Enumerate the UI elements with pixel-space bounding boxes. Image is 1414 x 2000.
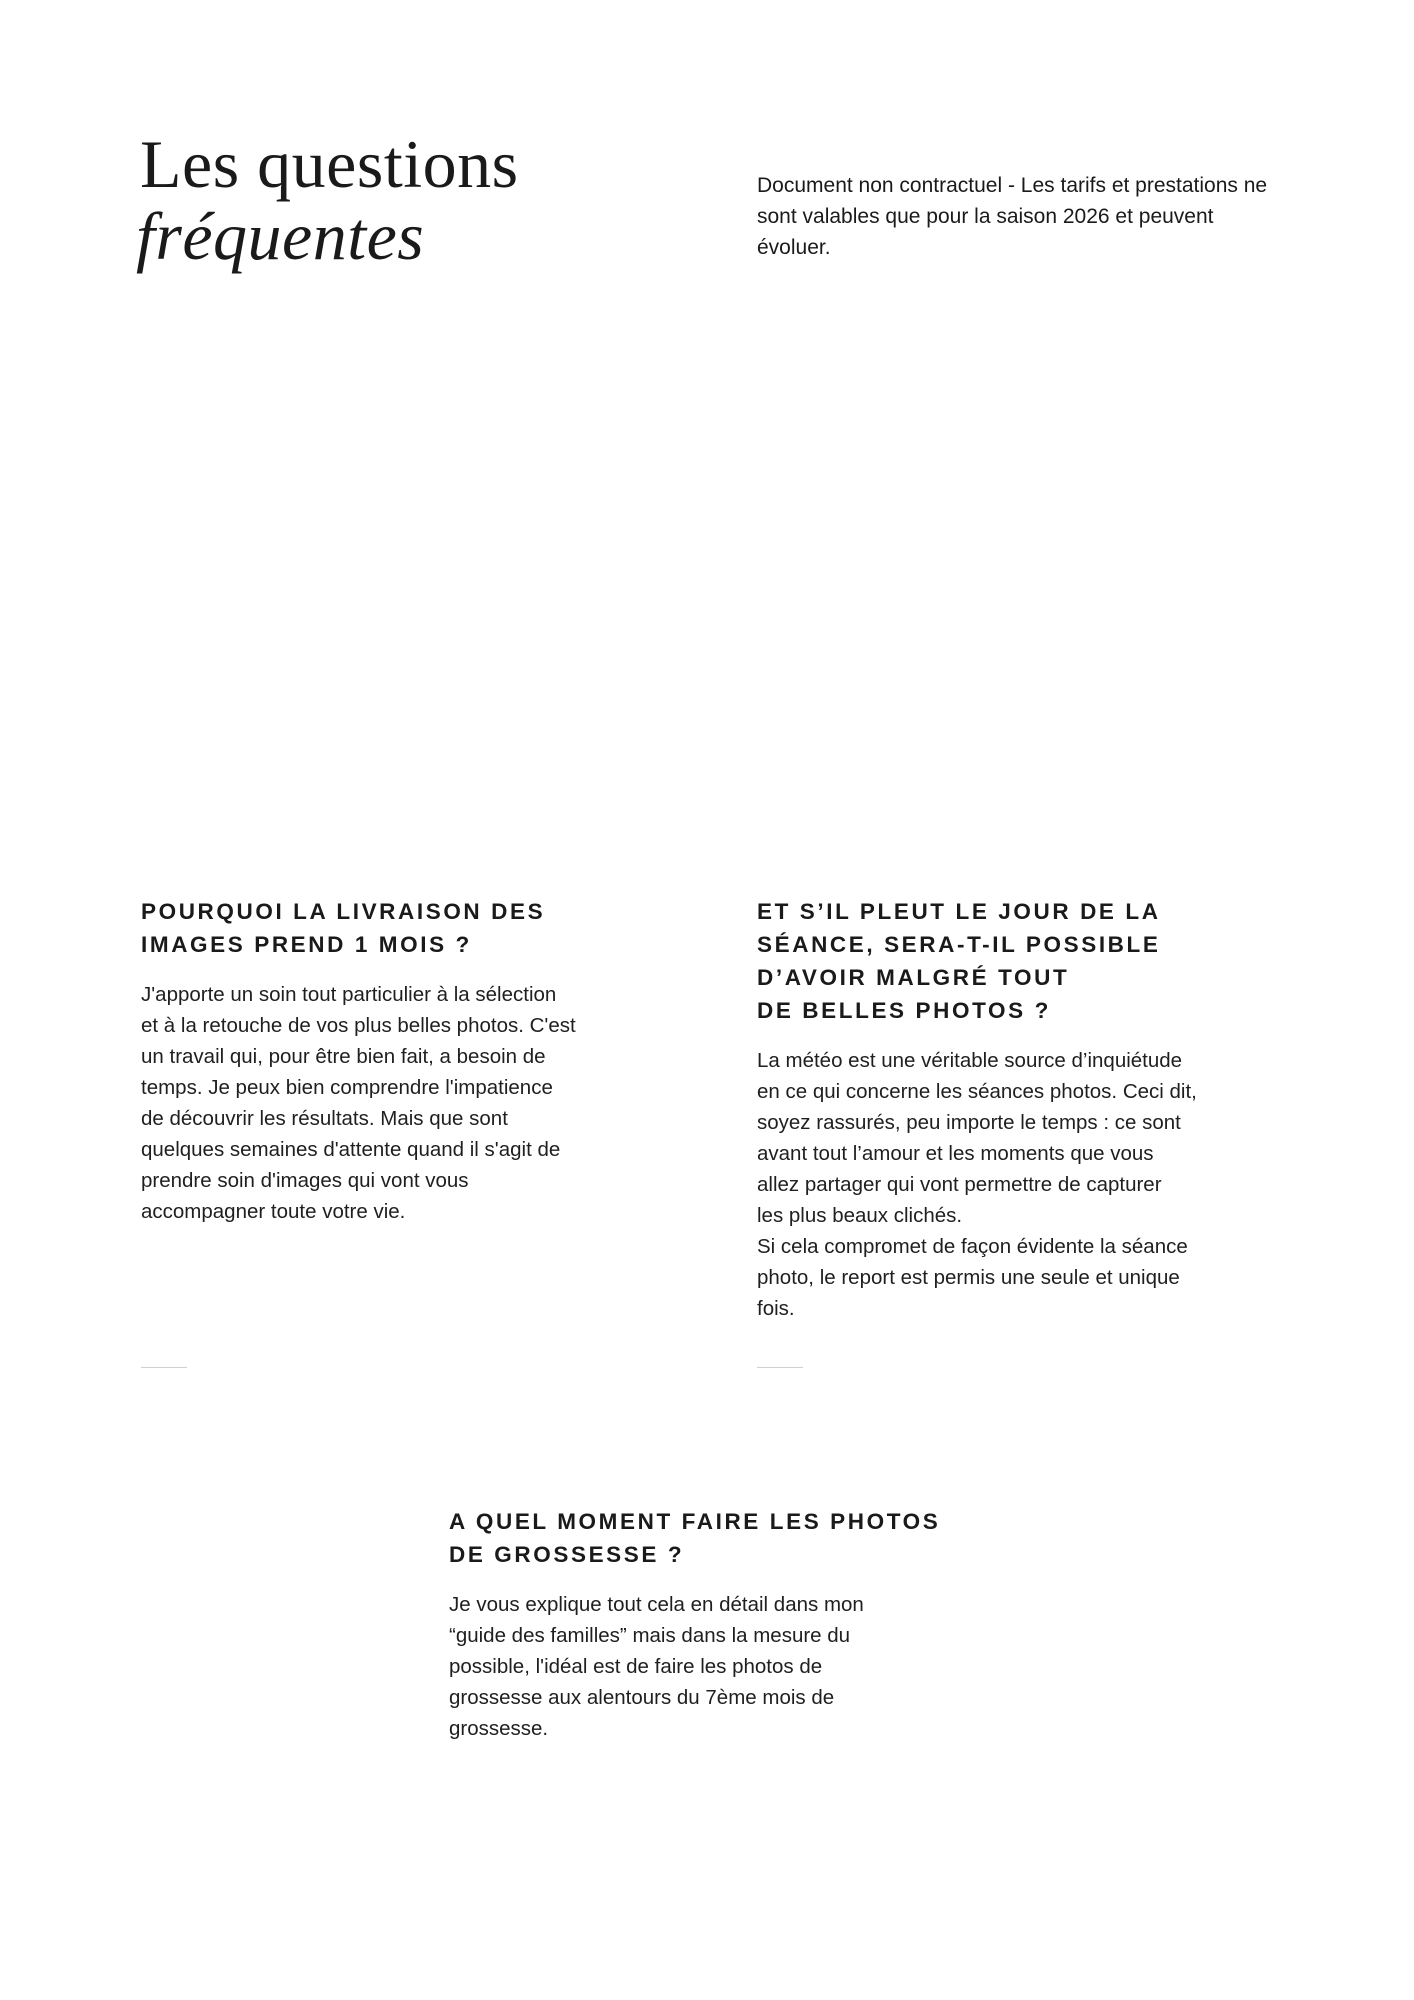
faq-item-delivery (141, 895, 661, 1227)
disclaimer-text: Document non contractuel - Les tarifs et prestations ne sont valables que pour la saison 2026 et peuvent évoluer. (757, 174, 1268, 259)
faq-item-pregnancy-timing (449, 1505, 969, 1744)
section-divider (757, 1367, 803, 1368)
faq-item-rain (757, 895, 1277, 1324)
faq-answer: La météo est une véritable source d’inquiétude en ce qui concerne les séances photos. Ceci dit, soyez rassurés, peu importe le temps : ce sont avant tout l’amour et les moments que vous allez partager qui vont permettre de capturer les plus beaux clichés. Si cela compromet de façon évidente la séance photo, le report est permis une seule et unique fois. (757, 1049, 1197, 1320)
page-title (136, 126, 519, 274)
faq-question: POURQUOI LA LIVRAISON DES IMAGES PREND 1 MOIS ? (141, 899, 546, 957)
section-divider (141, 1367, 187, 1368)
faq-answer: J'apporte un soin tout particulier à la sélection et à la retouche de vos plus belles photos. C'est un travail qui, pour être bien fait, a besoin de temps. Je peux bien comprendre l'impatience de découvrir les résultats. Mais que sont quelques semaines d'attente quand il s'agit de prendre soin d'images qui vont vous accompagner toute votre vie. (141, 983, 576, 1223)
page-title-line2: fréquentes (136, 198, 425, 274)
faq-answer: Je vous explique tout cela en détail dans mon “guide des familles” mais dans la mesure du possible, l'idéal est de faire les photos de grossesse aux alentours du 7ème mois de grossesse. (449, 1593, 864, 1740)
faq-question: ET S’IL PLEUT LE JOUR DE LA SÉANCE, SERA-T-IL POSSIBLE D’AVOIR MALGRÉ TOUT DE BELLES PHOTOS ? (757, 899, 1161, 1023)
page-title-line1: Les questions (140, 126, 519, 202)
faq-question: A QUEL MOMENT FAIRE LES PHOTOS DE GROSSESSE ? (449, 1509, 941, 1567)
